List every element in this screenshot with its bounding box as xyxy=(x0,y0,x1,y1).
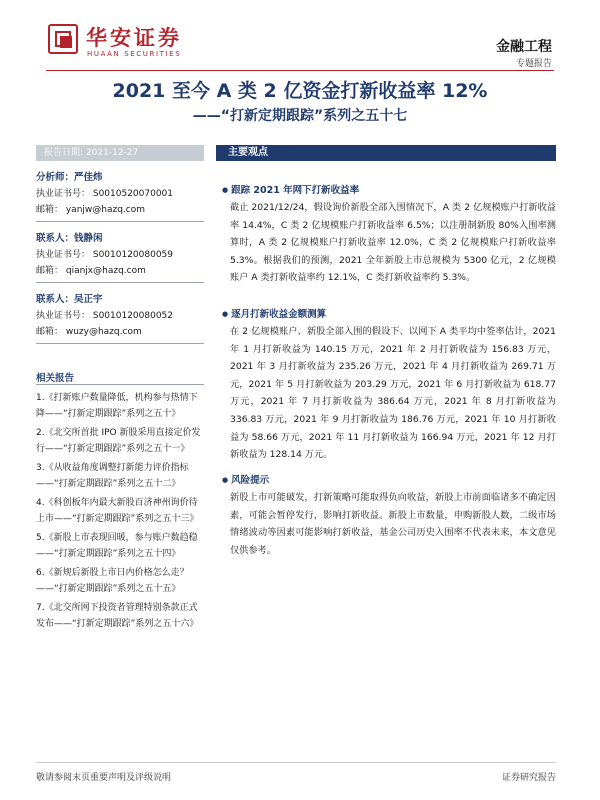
contact-cert: 执业证书号： S0010120080059 xyxy=(36,250,174,260)
analyst-card xyxy=(36,169,204,222)
section-title: ● 跟踪 2021 年网下打新收益率 xyxy=(222,185,360,196)
report-subtitle: ——“打新定期跟踪”系列之五十七 xyxy=(192,108,408,124)
related-reports-list xyxy=(36,390,204,635)
contact-card xyxy=(36,291,204,344)
bullet-icon: ● xyxy=(222,476,229,484)
bullet-icon: ● xyxy=(222,186,229,194)
contact-name: 联系人：吴正宇 xyxy=(36,294,103,305)
related-report-item[interactable]: 4.《科创板年内最大新股百济神州询价待上市——“打新定期跟踪”系列之五十三》 xyxy=(36,498,199,524)
bullet-icon: ● xyxy=(222,310,229,318)
section-paragraph: 在 2 亿规模账户、新股全部入围的假设下、以网下 A 类平均中签率估计，2021 年 1 月打新收益为 140.15 万元，2021 年 2 月打新收益为 156.83 万元，2021 年 3 月打新收益为 235.26 万元，2021 年 4 月打新收益为 269.71 万元，2021 年 5 月打新收益为 203.29 万元，2021 年 6 月打新收益为 618.77 万元，2021 年 7 月打新收益为 386.64 万元，2021 年 8 月打新收益为 336.83 万元，2021 年 9 月打新收益为 186.76 万元，2021 年 10 月打新收益为 58.66 万元，2021 年 11 月打新收益为 166.94 万元，2021 年 12 月打新收益为 128.14 万元。 xyxy=(230,326,556,461)
divider xyxy=(36,282,204,283)
contact-email[interactable]: 邮箱： qianjx@hazq.com xyxy=(36,266,146,276)
footer-disclaimer: 敬请参阅末页重要声明及评级说明 xyxy=(36,773,172,783)
section-title: ● 逐月打新收益金额测算 xyxy=(222,309,327,320)
key-points-heading xyxy=(216,145,556,161)
report-category: 金融工程 xyxy=(496,39,552,55)
contact-email[interactable]: 邮箱： wuzy@hazq.com xyxy=(36,327,142,337)
sidebar xyxy=(36,145,204,344)
footer-divider xyxy=(36,762,556,763)
related-report-item[interactable]: 6.《新规后新股上市日内价格怎么走？——“打新定期跟踪”系列之五十五》 xyxy=(36,568,189,594)
section-title: ● 风险提示 xyxy=(222,475,270,486)
key-points-label: 主要观点 xyxy=(228,147,268,158)
logo-english-name: HUAAN SECURITIES xyxy=(87,50,182,58)
analyst-name: 分析师：严佳炜 xyxy=(36,172,103,183)
related-report-item[interactable]: 5.《新股上市表现回暖，参与账户数趋稳——“打新定期跟踪”系列之五十四》 xyxy=(36,533,198,559)
related-report-item[interactable]: 2.《北交所首批 IPO 新股采用直接定价发行——“打新定期跟踪”系列之五十一》 xyxy=(36,428,201,454)
section-paragraph: 截止 2021/12/24，假设询价新股全部入围情况下，A 类 2 亿规模账户打新收益率 14.4%，C 类 2 亿规模账户打新收益率 6.5%；以注册制新股 80%入围率测算时，A 类 2 亿规模账户打新收益率 12.0%，C 类 2 亿规模账户打新收益率 5.3%。根据我们的预测，2021 全年新股上市总规模为 5300 亿元，2 亿规模账户 A 类打新收益率约 12.1%，C 类打新收益率约 5.3%。 xyxy=(230,202,556,284)
contact-cert: 执业证书号： S0010120080052 xyxy=(36,311,174,321)
analyst-cert: 执业证书号： S0010520070001 xyxy=(36,189,174,199)
related-reports-title: 相关报告 xyxy=(36,373,75,384)
divider xyxy=(36,221,204,222)
header-divider xyxy=(46,70,554,71)
related-report-item[interactable]: 1.《打新账户数量降低，机构参与热情下降——“打新定期跟踪”系列之五十》 xyxy=(36,393,198,419)
divider xyxy=(36,343,204,344)
report-title: 2021 至今 A 类 2 亿资金打新收益率 12% xyxy=(112,80,488,102)
footer-org: 证券研究报告 xyxy=(501,773,556,783)
huaan-logo-icon xyxy=(48,24,78,54)
analyst-email[interactable]: 邮箱： yanjw@hazq.com xyxy=(36,205,146,215)
contact-name: 联系人：钱静闲 xyxy=(36,233,103,244)
related-report-item[interactable]: 3.《从收益角度调整打新能力评价指标——“打新定期跟踪”系列之五十二》 xyxy=(36,463,189,489)
divider xyxy=(36,384,204,385)
report-type: 专题报告 xyxy=(515,59,552,69)
section-paragraph: 新股上市可能破发，打新策略可能取得负向收益，新股上市前面临诸多不确定因素，可能会暂停发行，影响打新收益。新股上市数量，申购新股人数，二级市场情绪波动等因素可能影响打新收益，基金公司历史入围率不代表未来，本文意见仅供参考。 xyxy=(230,492,556,556)
page-header xyxy=(0,0,600,72)
report-date: 报告日期: 2021-12-27 xyxy=(36,145,204,161)
contact-card xyxy=(36,230,204,283)
related-report-item[interactable]: 7.《北交所网下投资者管理特别条款正式发布——“打新定期跟踪”系列之五十六》 xyxy=(36,603,199,629)
logo-chinese-name: 华安证券 xyxy=(86,25,182,50)
